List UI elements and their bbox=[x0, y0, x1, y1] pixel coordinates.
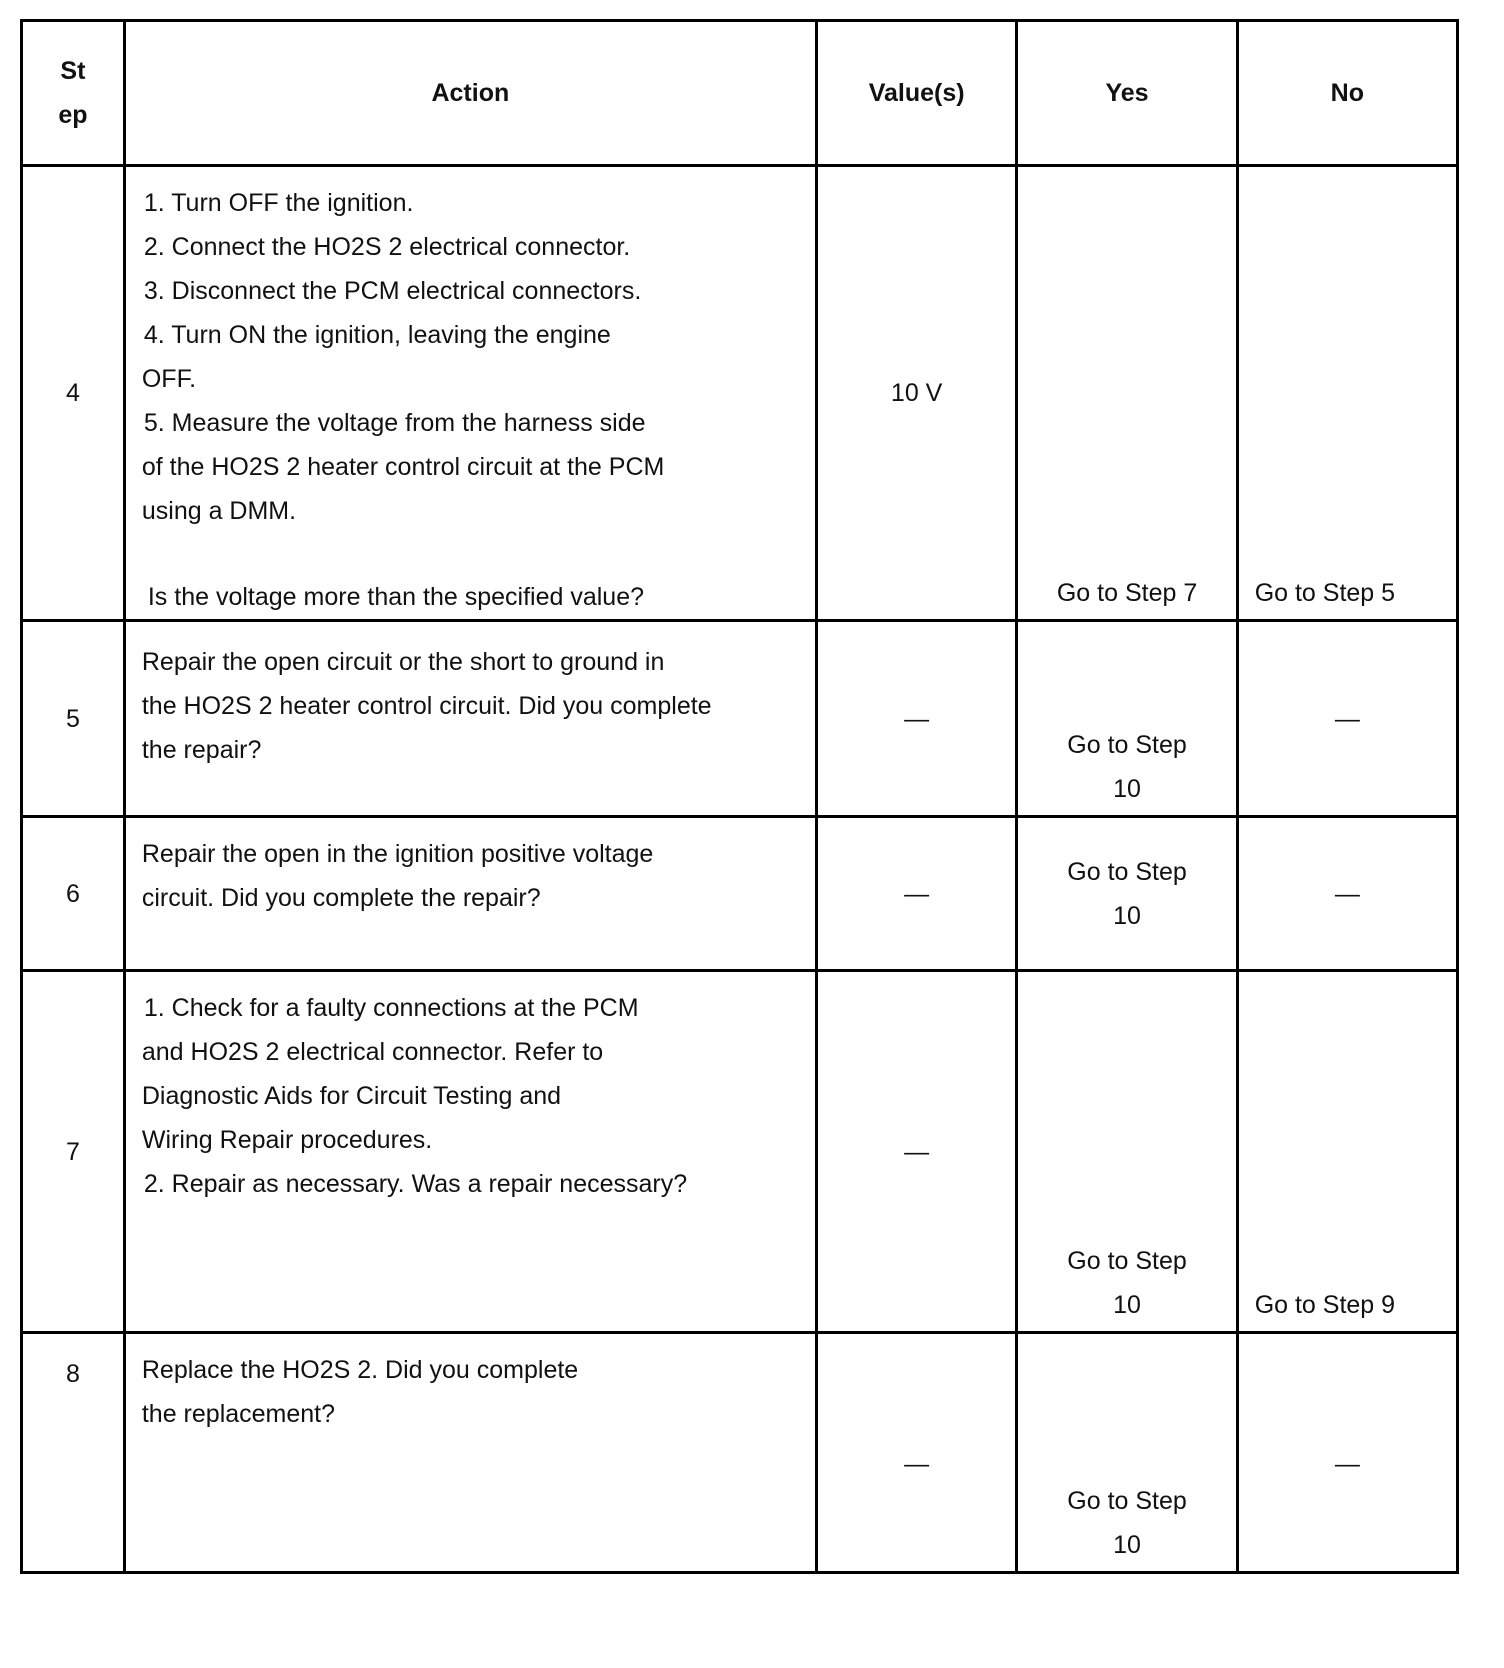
action-line: 2. Repair as necessary. Was a repair necessary? bbox=[143, 1170, 688, 1198]
action-cell bbox=[124, 817, 816, 971]
action-line: the repair? bbox=[141, 736, 262, 764]
action-line: 1. Turn OFF the ignition. bbox=[143, 189, 414, 217]
no-cell: — bbox=[1237, 1333, 1457, 1573]
yes-cell bbox=[1017, 1333, 1237, 1573]
action-line: Replace the HO2S 2. Did you complete bbox=[141, 1356, 579, 1384]
table-row bbox=[22, 1333, 1458, 1573]
diagnostic-table bbox=[20, 19, 1459, 1574]
yes-target: Go to Step 7 bbox=[1056, 579, 1198, 607]
action-line: Wiring Repair procedures. bbox=[141, 1126, 433, 1154]
action-cell bbox=[124, 971, 816, 1333]
action-line: 2. Connect the HO2S 2 electrical connector. bbox=[143, 233, 631, 261]
yes-target: Go to Step 10 bbox=[1067, 1247, 1187, 1319]
yes-cell bbox=[1017, 971, 1237, 1333]
no-cell: — bbox=[1237, 817, 1457, 971]
step-number: 4 bbox=[22, 166, 125, 621]
action-line: using a DMM. bbox=[141, 497, 297, 525]
header-row bbox=[22, 21, 1458, 166]
action-line: Diagnostic Aids for Circuit Testing and bbox=[141, 1082, 562, 1110]
action-line: 5. Measure the voltage from the harness side bbox=[143, 409, 646, 437]
table-row bbox=[22, 971, 1458, 1333]
no-cell: — bbox=[1237, 621, 1457, 817]
action-line: the HO2S 2 heater control circuit. Did you complete bbox=[141, 692, 712, 720]
value-cell: — bbox=[816, 1333, 1017, 1573]
step-number: 6 bbox=[22, 817, 125, 971]
action-question: Is the voltage more than the specified value? bbox=[147, 583, 645, 611]
value-cell: — bbox=[816, 621, 1017, 817]
action-line: 3. Disconnect the PCM electrical connectors. bbox=[143, 277, 642, 305]
table-row bbox=[22, 817, 1458, 971]
yes-target: Go to Step 10 bbox=[1067, 1487, 1187, 1559]
yes-cell bbox=[1017, 166, 1237, 621]
yes-cell bbox=[1017, 817, 1237, 971]
yes-target: Go to Step 10 bbox=[1067, 857, 1187, 930]
yes-target: Go to Step 10 bbox=[1067, 731, 1187, 803]
header-values: Value(s) bbox=[816, 21, 1017, 166]
action-line: Repair the open in the ignition positive voltage bbox=[141, 840, 654, 868]
action-line: and HO2S 2 electrical connector. Refer to bbox=[141, 1038, 604, 1066]
step-number: 8 bbox=[22, 1333, 125, 1573]
header-yes: Yes bbox=[1017, 21, 1237, 166]
action-line: the replacement? bbox=[141, 1400, 336, 1428]
action-line: of the HO2S 2 heater control circuit at the PCM bbox=[141, 453, 665, 481]
yes-cell bbox=[1017, 621, 1237, 817]
action-line: OFF. bbox=[141, 365, 197, 393]
no-cell bbox=[1237, 166, 1457, 621]
value-cell: — bbox=[816, 971, 1017, 1333]
header-step: St ep bbox=[22, 21, 125, 166]
action-cell bbox=[124, 166, 816, 621]
step-number: 7 bbox=[22, 971, 125, 1333]
value-cell: 10 V bbox=[816, 166, 1017, 621]
header-action: Action bbox=[124, 21, 816, 166]
table-row bbox=[22, 166, 1458, 621]
no-cell bbox=[1237, 971, 1457, 1333]
action-line: circuit. Did you complete the repair? bbox=[141, 884, 541, 912]
action-line: 4. Turn ON the ignition, leaving the engine bbox=[143, 321, 611, 349]
action-line: Repair the open circuit or the short to ground in bbox=[141, 648, 665, 676]
action-cell bbox=[124, 621, 816, 817]
action-cell bbox=[124, 1333, 816, 1573]
header-no: No bbox=[1237, 21, 1457, 166]
no-target: Go to Step 5 bbox=[1254, 579, 1396, 607]
value-cell: — bbox=[816, 817, 1017, 971]
table-row bbox=[22, 621, 1458, 817]
action-line: 1. Check for a faulty connections at the PCM bbox=[143, 994, 639, 1022]
step-number: 5 bbox=[22, 621, 125, 817]
no-target: Go to Step 9 bbox=[1254, 1291, 1396, 1319]
